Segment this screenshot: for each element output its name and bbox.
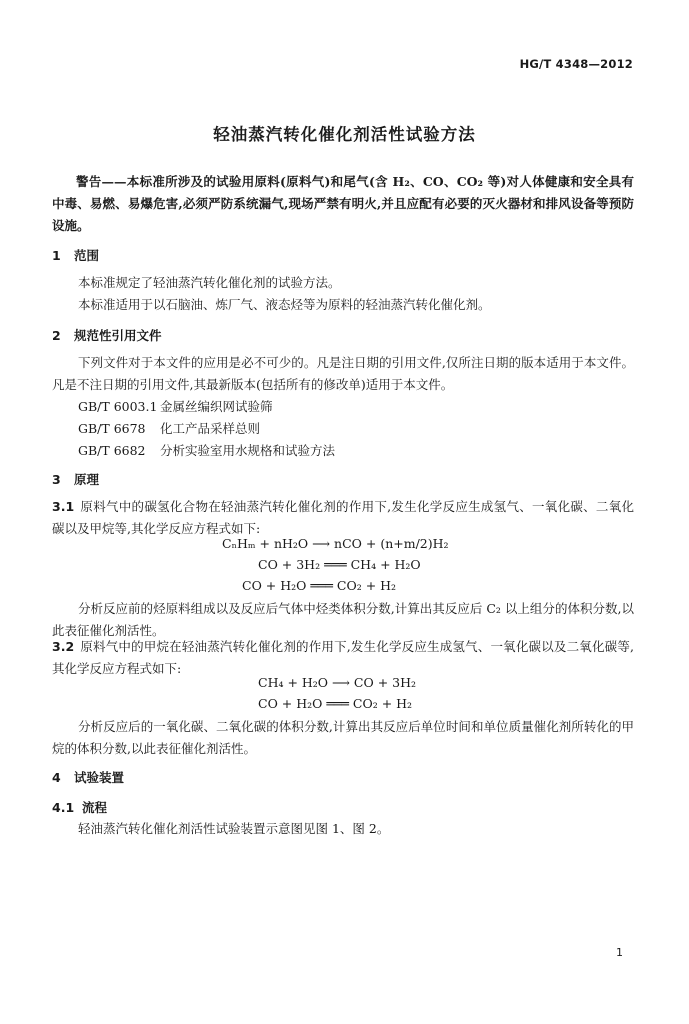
warning-paragraph: 警告——本标准所涉及的试验用原料(原料气)和尾气(含 H₂、CO、CO₂ 等)对人体健康和安全具有中毒、易燃、易爆危害,必须严防系统漏气,现场严禁有明火,并且应配有必要的灭火器材和排风设备等预防设施。 [52,174,634,233]
clause-3-1-analysis: 分析反应前的烃原料组成以及反应后气体中烃类体积分数,计算出其反应后 C₂ 以上组分的体积分数,以此表征催化剂活性。 [52,601,634,638]
equation-3-1-a: CₙHₘ + nH₂O ⟶ nCO + (n+m/2)H₂ [222,536,449,551]
section-number: 2 [52,328,61,343]
clause-3-2-paragraph [52,636,634,680]
section-title: 规范性引用文件 [74,328,162,343]
equation-3-2-b: CO + H₂O ═══ CO₂ + H₂ [258,696,413,711]
reference-item [78,418,260,440]
equation-3-1-b: CO + 3H₂ ═══ CH₄ + H₂O [258,557,421,572]
document-title: 轻油蒸汽转化催化剂活性试验方法 [213,125,476,144]
clause-4-1-heading [52,798,107,816]
clause-4-1-text: 轻油蒸汽转化催化剂活性试验装置示意图见图 1、图 2。 [78,821,390,836]
page-number: 1 [616,946,623,959]
section-2-heading [52,326,162,344]
equation-3-1-c: CO + H₂O ═══ CO₂ + H₂ [242,578,397,593]
reference-code: GB/T 6003.1 [78,399,158,414]
section-1-heading [52,246,99,264]
section-3-heading [52,470,99,488]
clause-number: 4.1 [52,800,75,815]
clause-3-2-analysis: 分析反应后的一氧化碳、二氧化碳的体积分数,计算出其反应后单位时间和单位质量催化剂所转化的甲烷的体积分数,以此表征催化剂活性。 [52,719,634,756]
section-number: 1 [52,248,61,263]
clause-title: 流程 [82,800,108,815]
reference-item [78,440,335,462]
reference-title: 分析实验室用水规格和试验方法 [160,443,336,458]
scope-paragraph-2: 本标准适用于以石脑油、炼厂气、液态烃等为原料的轻油蒸汽转化催化剂。 [78,297,491,312]
clause-text: 原料气中的甲烷在轻油蒸汽转化催化剂的作用下,发生化学反应生成氢气、一氧化碳以及二氧化碳等,其化学反应方程式如下: [52,639,634,676]
reference-title: 化工产品采样总则 [160,421,261,436]
standard-number: HG/T 4348—2012 [519,57,633,71]
clause-text: 原料气中的碳氢化合物在轻油蒸汽转化催化剂的作用下,发生化学反应生成氢气、一氧化碳、二氧化碳以及甲烷等,其化学反应方程式如下: [52,499,634,536]
section-title: 试验装置 [74,770,125,785]
section-title: 范围 [74,248,100,263]
clause-number: 3.2 [52,639,75,654]
reference-code: GB/T 6682 [78,443,146,458]
reference-title: 金属丝编织网试验筛 [160,399,273,414]
clause-number: 3.1 [52,499,75,514]
clause-3-1-paragraph [52,496,634,540]
reference-code: GB/T 6678 [78,421,146,436]
scope-paragraph-1: 本标准规定了轻油蒸汽转化催化剂的试验方法。 [78,275,341,290]
section-number: 4 [52,770,61,785]
section-4-heading [52,768,124,786]
equation-3-2-a: CH₄ + H₂O ⟶ CO + 3H₂ [258,675,417,690]
section-title: 原理 [74,472,100,487]
reference-item [78,396,273,418]
normative-references-paragraph: 下列文件对于本文件的应用是必不可少的。凡是注日期的引用文件,仅所注日期的版本适用于本文件。凡是不注日期的引用文件,其最新版本(包括所有的修改单)适用于本文件。 [52,355,634,392]
section-number: 3 [52,472,61,487]
